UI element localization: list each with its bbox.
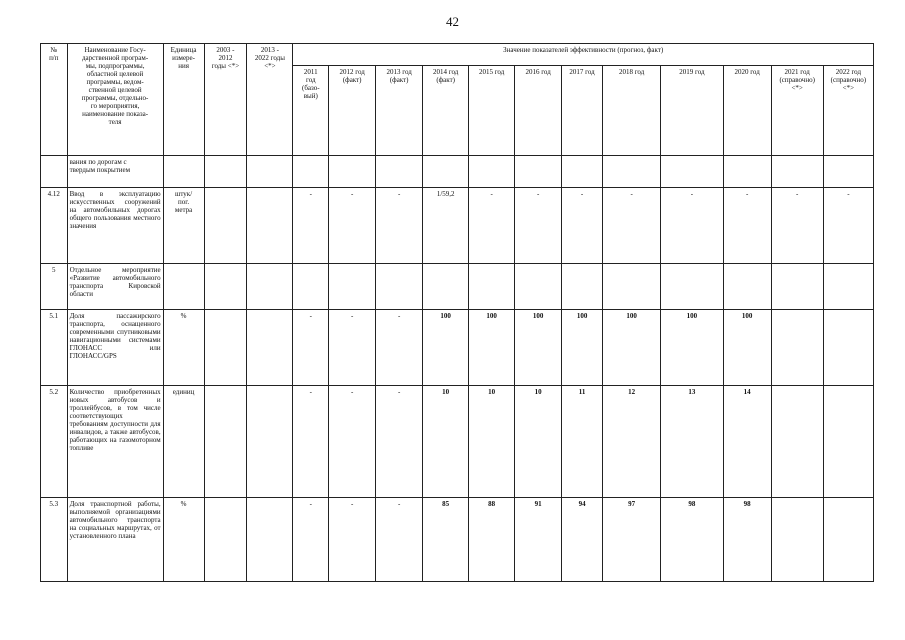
- header-year: 2020 год: [723, 66, 771, 156]
- row-unit: единиц: [163, 386, 204, 498]
- row-2013-2022: [247, 498, 293, 582]
- row-value: -: [376, 188, 423, 264]
- header-2003-2012: 2003 - 2012 годы <*>: [204, 44, 247, 156]
- row-value: -: [515, 188, 562, 264]
- row-value: [515, 264, 562, 310]
- row-value: 100: [603, 310, 661, 386]
- row-value: -: [823, 188, 873, 264]
- header-year: 2015 год: [469, 66, 515, 156]
- row-value: [293, 264, 329, 310]
- header-year: 2011 год (базо- вый): [293, 66, 329, 156]
- row-value: -: [293, 188, 329, 264]
- row-value: -: [376, 498, 423, 582]
- row-value: 12: [603, 386, 661, 498]
- row-value: 13: [661, 386, 723, 498]
- row-value: 97: [603, 498, 661, 582]
- row-unit: %: [163, 310, 204, 386]
- row-value: 100: [423, 310, 469, 386]
- row-value: -: [376, 386, 423, 498]
- header-year: 2019 год: [661, 66, 723, 156]
- table-row: [41, 310, 874, 386]
- row-value: [376, 264, 423, 310]
- row-value: [423, 264, 469, 310]
- row-2003-2012: [204, 310, 247, 386]
- header-num: № п/п: [41, 44, 68, 156]
- row-value: [823, 156, 873, 188]
- row-value: 10: [515, 386, 562, 498]
- row-value: [771, 264, 823, 310]
- row-value: -: [469, 188, 515, 264]
- row-value: [771, 386, 823, 498]
- row-value: 100: [661, 310, 723, 386]
- header-year: 2013 год (факт): [376, 66, 423, 156]
- row-value: 1/59,2: [423, 188, 469, 264]
- row-value: [603, 156, 661, 188]
- row-value: [661, 264, 723, 310]
- row-value: [771, 498, 823, 582]
- row-number: 5: [41, 264, 68, 310]
- row-value: [823, 264, 873, 310]
- table-row: [41, 156, 874, 188]
- row-value: 11: [562, 386, 603, 498]
- row-value: 100: [469, 310, 515, 386]
- row-value: -: [329, 188, 376, 264]
- row-value: 88: [469, 498, 515, 582]
- row-value: [823, 498, 873, 582]
- row-value: [661, 156, 723, 188]
- row-unit: штук/ пог. метра: [163, 188, 204, 264]
- row-value: -: [771, 188, 823, 264]
- row-value: -: [562, 188, 603, 264]
- row-value: 10: [423, 386, 469, 498]
- row-name: Количество приобретенных новых автобусов и троллейбусов, в том числе соответствующих требованиям доступности для инвалидов, а также автобусов, работающих на газомоторном топливе: [67, 386, 163, 498]
- header-2013-2022: 2013 - 2022 годы <*>: [247, 44, 293, 156]
- row-value: [562, 264, 603, 310]
- header-group: Значение показателей эффективности (прогноз, факт): [293, 44, 874, 66]
- header-unit: Единица измере- ния: [163, 44, 204, 156]
- row-value: [469, 156, 515, 188]
- row-value: -: [293, 498, 329, 582]
- row-value: [562, 156, 603, 188]
- row-name: Ввод в эксплуатацию искусственных сооружений на автомобильных дорогах общего пользования местного значения: [67, 188, 163, 264]
- row-value: [423, 156, 469, 188]
- row-value: -: [293, 386, 329, 498]
- indicators-table: [40, 43, 874, 582]
- row-value: -: [293, 310, 329, 386]
- row-value: 98: [661, 498, 723, 582]
- row-number: [41, 156, 68, 188]
- row-2003-2012: [204, 264, 247, 310]
- row-2013-2022: [247, 386, 293, 498]
- row-number: 4.12: [41, 188, 68, 264]
- row-2003-2012: [204, 386, 247, 498]
- table-row: [41, 188, 874, 264]
- row-value: 14: [723, 386, 771, 498]
- row-value: [469, 264, 515, 310]
- row-name: вания по дорогам с твердым покрытием: [67, 156, 163, 188]
- header-year: 2017 год: [562, 66, 603, 156]
- row-value: [723, 264, 771, 310]
- row-value: -: [723, 188, 771, 264]
- header-year: 2022 год (справочно) <*>: [823, 66, 873, 156]
- header-year: 2014 год (факт): [423, 66, 469, 156]
- page-number: 42: [446, 14, 459, 29]
- row-name: Отдельное мероприятие «Развитие автомобильного транспорта Кировской области: [67, 264, 163, 310]
- row-value: [771, 156, 823, 188]
- row-name: Доля пассажирского транспорта, оснащенного современными спутниковыми навигационными системами ГЛОНАСС или ГЛОНАСС/GPS: [67, 310, 163, 386]
- table-row: [41, 264, 874, 310]
- row-value: [329, 156, 376, 188]
- row-value: -: [329, 498, 376, 582]
- table-row: [41, 498, 874, 582]
- row-2003-2012: [204, 156, 247, 188]
- row-value: -: [329, 310, 376, 386]
- header-name: Наименование Госу- дарственной програм- мы, подпрограммы, областной целевой программы, ведом- ственной целевой программы, отдельно- го мероприятия, наименование показа- теля: [67, 44, 163, 156]
- row-value: 100: [515, 310, 562, 386]
- row-name: Доля транспортной работы, выполняемой организациями автомобильного транспорта на социальных маршрутах, от установленного плана: [67, 498, 163, 582]
- row-number: 5.1: [41, 310, 68, 386]
- row-value: [771, 310, 823, 386]
- row-number: 5.3: [41, 498, 68, 582]
- row-value: 91: [515, 498, 562, 582]
- row-value: 94: [562, 498, 603, 582]
- row-2013-2022: [247, 310, 293, 386]
- row-2013-2022: [247, 264, 293, 310]
- header-year: 2012 год (факт): [329, 66, 376, 156]
- table-row: [41, 386, 874, 498]
- row-value: 10: [469, 386, 515, 498]
- row-value: [603, 264, 661, 310]
- row-value: 100: [723, 310, 771, 386]
- header-year: 2021 год (справочно) <*>: [771, 66, 823, 156]
- row-value: -: [376, 310, 423, 386]
- row-value: [376, 156, 423, 188]
- row-value: [329, 264, 376, 310]
- row-value: 100: [562, 310, 603, 386]
- row-unit: %: [163, 498, 204, 582]
- row-unit: [163, 264, 204, 310]
- row-unit: [163, 156, 204, 188]
- row-2003-2012: [204, 498, 247, 582]
- header-year: 2016 год: [515, 66, 562, 156]
- row-value: [823, 310, 873, 386]
- row-value: -: [329, 386, 376, 498]
- row-value: 85: [423, 498, 469, 582]
- row-2013-2022: [247, 156, 293, 188]
- row-value: [293, 156, 329, 188]
- row-2013-2022: [247, 188, 293, 264]
- row-value: 98: [723, 498, 771, 582]
- row-number: 5.2: [41, 386, 68, 498]
- row-2003-2012: [204, 188, 247, 264]
- header-year: 2018 год: [603, 66, 661, 156]
- row-value: [723, 156, 771, 188]
- row-value: -: [661, 188, 723, 264]
- row-value: [823, 386, 873, 498]
- row-value: -: [603, 188, 661, 264]
- row-value: [515, 156, 562, 188]
